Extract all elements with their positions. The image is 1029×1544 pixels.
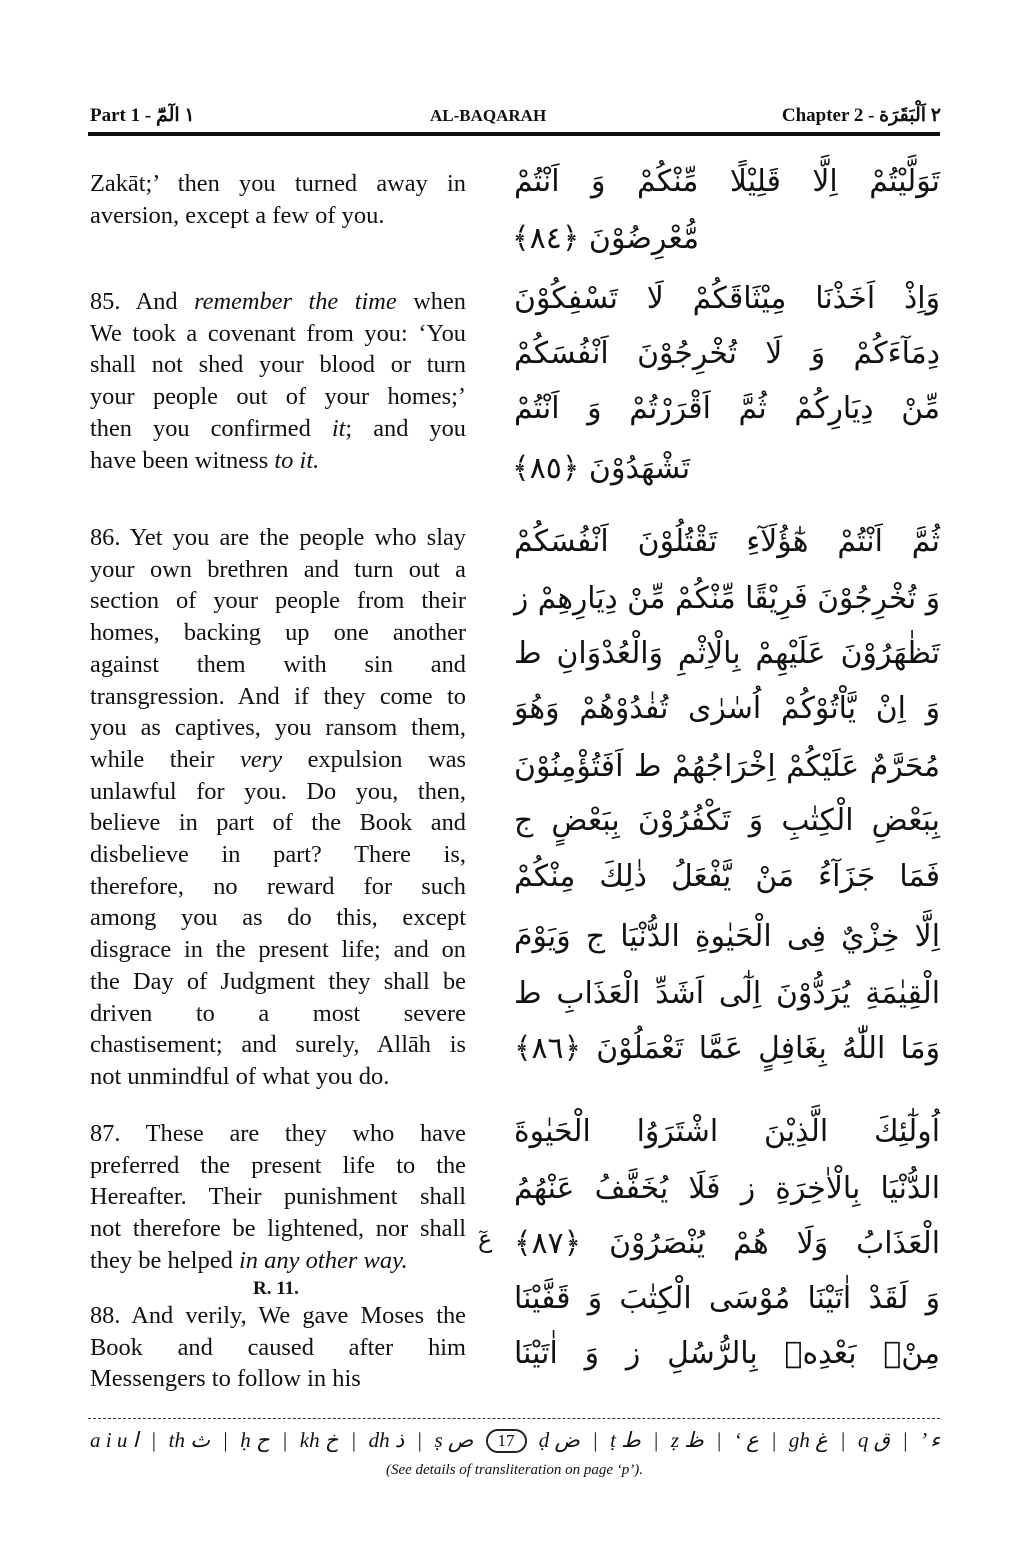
verse-paragraph [90, 1300, 468, 1395]
text-line [90, 168, 466, 200]
text-segment: chastisement; and surely, Allāh is [90, 1031, 466, 1059]
text-line [90, 286, 466, 318]
text-line [90, 1118, 466, 1150]
transliteration-item: | [652, 1428, 659, 1452]
text-segment: disbelieve in part? There is, [90, 841, 466, 869]
arabic-line: مِنْۢ بَعْدِهٖ بِالرُّسُلِ ز وَ اٰتَيْنَا [514, 1336, 940, 1371]
transliteration-item: q ق [857, 1428, 890, 1452]
text-line [90, 998, 466, 1030]
arabic-line: وَاِذْ اَخَذْنَا مِيْثَاقَكُمْ لَا تَسْفِكُوْنَ [514, 281, 940, 316]
text-line [90, 413, 466, 445]
text-segment: while their [90, 745, 241, 773]
text-line [90, 776, 466, 808]
arabic-line: مُحَرَّمٌ عَلَيْكُمْ اِخْرَاجُهُمْ ط اَفَتُؤْمِنُوْنَ [514, 749, 940, 784]
text-segment: to it. [274, 446, 320, 474]
transliteration-key [90, 1428, 940, 1453]
arabic-line: تَظٰهَرُوْنَ عَلَيْهِمْ بِالْاِثْمِ وَالْعُدْوَانِ ط [514, 636, 940, 671]
text-line [90, 585, 466, 617]
text-segment: 87. These are they who have [90, 1120, 466, 1147]
text-segment: you as captives, you ransom them, [90, 714, 466, 742]
text-line [90, 1213, 466, 1245]
text-line [90, 966, 466, 998]
footer-divider [88, 1418, 940, 1419]
verse-paragraph [90, 168, 468, 231]
arabic-line: الْعَذَابُ وَلَا هُمْ يُنْصَرُوْنَ ﴿٨٧﴾ [514, 1226, 940, 1261]
transliteration-item: ’ ء [920, 1428, 940, 1452]
text-segment: therefore, no reward for such [90, 872, 466, 900]
transliteration-item: | [770, 1428, 777, 1452]
text-line [90, 1300, 466, 1332]
text-segment: aversion, except a few of you. [90, 201, 385, 229]
arabic-line: وَ تُخْرِجُوْنَ فَرِيْقًا مِّنْكُمْ مِّنْ دِيَارِهِمْ ز [514, 581, 940, 616]
text-segment: Zakāt;’ then you turned away in [90, 170, 466, 197]
text-line [90, 1245, 468, 1277]
text-segment: Hereafter. Their punishment shall [90, 1183, 466, 1211]
text-line [90, 381, 466, 413]
text-segment: in any other way. [239, 1246, 408, 1274]
arabic-line: مِّنْ دِيَارِكُمْ ثُمَّ اَقْرَرْتُمْ وَ اَنْتُمْ [514, 391, 940, 426]
transliteration-item: | [839, 1428, 846, 1452]
text-line [90, 1181, 466, 1213]
transliteration-item: dh ذ [368, 1428, 405, 1452]
text-line [90, 744, 466, 776]
verse-paragraph [90, 286, 468, 476]
text-segment: not therefore be lightened, nor shall [90, 1215, 466, 1243]
text-segment: 86. Yet you are the people who slay [90, 524, 466, 551]
arabic-text [512, 0, 940, 1371]
text-segment: believe in part of the Book and [90, 809, 466, 837]
text-line [90, 1332, 466, 1364]
arabic-line: اِلَّا خِزْيٌ فِى الْحَيٰوةِ الدُّنْيَا ج وَيَوْمَ [514, 919, 940, 954]
transliteration-item: | [902, 1428, 908, 1452]
header-surah-title: AL-BAQARAH [430, 106, 547, 125]
transliteration-item: | [416, 1428, 423, 1452]
text-segment: Book and caused after him [90, 1333, 466, 1361]
transliteration-item: ṣ ص [434, 1428, 474, 1452]
text-line [90, 712, 466, 744]
text-segment: your people out of your homes;’ [90, 383, 466, 411]
text-segment: then you confirmed [90, 414, 332, 442]
text-segment: shall not shed your blood or turn [90, 351, 466, 379]
text-segment: preferred the present life to the [90, 1151, 466, 1179]
text-line [90, 445, 468, 477]
ruku-label: R. 11. [253, 1278, 299, 1299]
arabic-line: وَمَا اللّٰهُ بِغَافِلٍ عَمَّا تَعْمَلُوْنَ ﴿٨٦﴾ [514, 1031, 940, 1066]
transliteration-note: (See details of transliteration on page ‘p’). [385, 1462, 644, 1478]
text-line [90, 649, 466, 681]
transliteration-item: ḍ ض [538, 1428, 580, 1452]
text-segment: the Day of Judgment they shall be [90, 967, 466, 995]
transliteration-item: ṭ ط [610, 1428, 641, 1452]
text-segment: very [240, 745, 283, 773]
text-line [90, 1363, 468, 1395]
transliteration-item: a i u ا [90, 1428, 139, 1452]
header-part: Part 1 - ١ الٓمّٓ [90, 105, 195, 126]
text-line [90, 871, 466, 903]
ruku-margin-mark: عٓ [478, 1225, 493, 1253]
header-chapter: Chapter 2 - ٢ اَلْبَقَرَة [781, 105, 941, 126]
transliteration-item: th ث [168, 1428, 211, 1452]
arabic-line: وَ اِنْ يَّاْتُوْكُمْ اُسٰرٰى تُفٰدُوْهُمْ وَهُوَ [514, 691, 940, 726]
text-line [90, 934, 466, 966]
page-number: 17 [486, 1429, 527, 1453]
text-segment: when [396, 288, 466, 315]
text-line [90, 1061, 468, 1093]
text-segment: ; and you [345, 414, 466, 442]
text-segment: against them with sin and [90, 650, 466, 678]
arabic-line: تَشْهَدُوْنَ ﴿٨٥﴾ [512, 451, 691, 486]
transliteration-item: gh غ [788, 1428, 828, 1452]
text-segment: remember the time [194, 288, 397, 315]
transliteration-item: | [281, 1428, 288, 1452]
text-segment: they be helped [90, 1246, 239, 1274]
arabic-line: مُّعْرِضُوْنَ ﴿٨٤﴾ [512, 221, 700, 256]
arabic-line: اُولٰٓئِكَ الَّذِيْنَ اشْتَرَوُا الْحَيٰوةَ [514, 1114, 940, 1149]
arabic-line: ثُمَّ اَنْتُمْ هٰٓؤُلَآءِ تَقْتُلُوْنَ اَنْفُسَكُمْ [514, 524, 940, 559]
arabic-line: الدُّنْيَا بِالْاٰخِرَةِ ز فَلَا يُخَفَّفُ عَنْهُمُ [514, 1171, 940, 1206]
arabic-line: وَ لَقَدْ اٰتَيْنَا مُوْسَى الْكِتٰبَ وَ قَفَّيْنَا [514, 1281, 940, 1316]
text-line [90, 349, 466, 381]
text-line [90, 522, 466, 554]
transliteration-item: kh خ [299, 1428, 339, 1452]
arabic-line: الْقِيٰمَةِ يُرَدُّوْنَ اِلٰٓى اَشَدِّ الْعَذَابِ ط [514, 976, 940, 1011]
text-line [90, 1029, 466, 1061]
text-line [90, 554, 466, 586]
text-segment: unlawful for you. Do you, then, [90, 777, 466, 805]
text-line [90, 200, 468, 232]
text-segment: section of your people from their [90, 587, 466, 615]
text-segment: transgression. And if they come to [90, 682, 466, 710]
arabic-line: فَمَا جَزَآءُ مَنْ يَّفْعَلُ ذٰلِكَ مِنْكُمْ [514, 859, 940, 894]
text-line [90, 807, 466, 839]
text-segment: Messengers to follow in his [90, 1365, 361, 1393]
text-segment: homes, backing up one another [90, 619, 466, 647]
text-line [90, 617, 466, 649]
arabic-line: تَوَلَّيْتُمْ اِلَّا قَلِيْلًا مِّنْكُمْ وَ اَنْتُمْ [514, 164, 940, 199]
verse-paragraph [90, 1118, 468, 1277]
text-line [90, 839, 466, 871]
arabic-line: بِبَعْضِ الْكِتٰبِ وَ تَكْفُرُوْنَ بِبَعْضٍ ج [514, 803, 940, 838]
text-segment: have been witness [90, 446, 275, 474]
text-segment: your own brethren and turn out a [90, 555, 466, 583]
text-segment: not unmindful of what you do. [90, 1062, 390, 1090]
transliteration-item: | [715, 1428, 722, 1452]
text-segment: 85. And [90, 288, 195, 315]
transliteration-item: ‘ ع [733, 1428, 759, 1452]
transliteration-item: ẓ ظ [670, 1428, 704, 1452]
text-segment: driven to a most severe [90, 999, 466, 1027]
text-segment: disgrace in the present life; and on [90, 936, 466, 964]
transliteration-item: ḥ ح [240, 1428, 270, 1452]
arabic-line: دِمَآءَكُمْ وَ لَا تُخْرِجُوْنَ اَنْفُسَكُمْ [514, 336, 940, 371]
text-segment: expulsion was [282, 745, 466, 773]
text-line [90, 902, 466, 934]
text-line [90, 1150, 466, 1182]
text-segment: 88. And verily, We gave Moses the [90, 1302, 466, 1329]
transliteration-item: | [350, 1428, 357, 1452]
text-line [90, 681, 466, 713]
verse-paragraph [90, 522, 468, 1093]
transliteration-item: | [592, 1428, 598, 1452]
transliteration-item: | [150, 1428, 157, 1452]
text-segment: among you as do this, except [90, 904, 466, 932]
transliteration-item: | [222, 1428, 229, 1452]
text-line [90, 318, 466, 350]
text-segment: We took a covenant from you: ‘You [90, 319, 466, 347]
text-segment: it [331, 414, 346, 442]
